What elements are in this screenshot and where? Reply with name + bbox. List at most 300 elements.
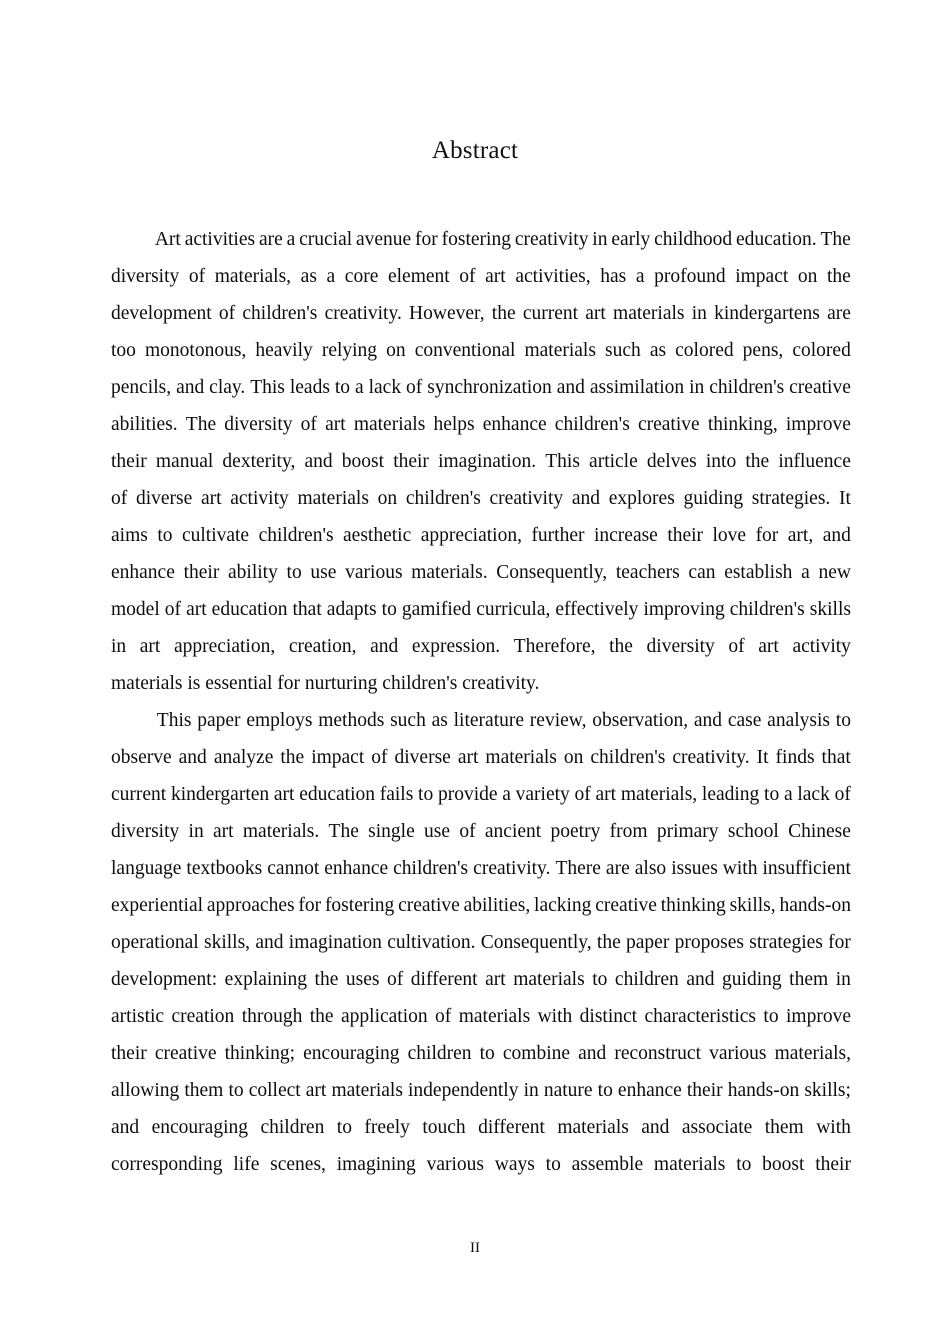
word: diversity	[111, 821, 180, 842]
word: their	[111, 1043, 147, 1064]
word: establish	[724, 562, 793, 583]
text-line	[111, 1035, 851, 1072]
text-line	[111, 369, 851, 406]
word: creativity.	[324, 303, 402, 324]
word: children's	[554, 414, 630, 435]
word: for	[828, 932, 851, 953]
word: corresponding	[111, 1154, 223, 1175]
word: their	[667, 525, 704, 546]
word: materials	[653, 1154, 726, 1175]
word: art	[139, 636, 161, 657]
word: various	[426, 1154, 484, 1175]
word: variety	[515, 784, 570, 805]
word: art	[213, 821, 234, 842]
word: development	[111, 303, 212, 324]
word: materials	[524, 340, 596, 361]
word: has	[600, 266, 627, 287]
word: and	[111, 1117, 140, 1138]
word: application	[341, 1006, 428, 1027]
word: to	[157, 525, 173, 546]
word: life	[233, 1154, 260, 1175]
word: art	[485, 266, 506, 287]
word: dexterity,	[222, 451, 296, 472]
word: combine	[502, 1043, 571, 1064]
word: adapts	[326, 599, 377, 620]
text-line	[111, 258, 851, 295]
word: and	[822, 525, 851, 546]
word: associate	[681, 1117, 753, 1138]
word: different	[478, 1117, 545, 1138]
word: leading	[701, 784, 760, 805]
word: reconstruct	[614, 1043, 702, 1064]
word: This	[156, 710, 192, 731]
word: of	[188, 266, 206, 287]
word: artistic	[111, 1006, 165, 1027]
word: assemble	[571, 1154, 644, 1175]
word: in	[835, 969, 851, 990]
word: impact	[311, 747, 365, 768]
word: touch	[422, 1117, 466, 1138]
word: to	[334, 377, 351, 398]
word: ways	[494, 1154, 535, 1175]
word: diversity	[111, 266, 180, 287]
word: boost	[762, 1154, 805, 1175]
text-line	[111, 221, 851, 258]
word: into	[705, 451, 737, 472]
word: materials.	[242, 821, 320, 842]
word: with	[722, 858, 758, 879]
word: children	[614, 969, 679, 990]
word: with	[816, 1117, 851, 1138]
word: of	[387, 969, 404, 990]
word: textbooks	[186, 858, 263, 879]
word: activity	[792, 636, 851, 657]
word: The	[185, 414, 217, 435]
word: characteristics	[644, 1006, 756, 1027]
text-line	[111, 591, 851, 628]
word: children's	[242, 303, 318, 324]
word: can	[688, 562, 716, 583]
word: pencils,	[111, 377, 172, 398]
word: Consequently,	[480, 932, 592, 953]
word: Therefore,	[513, 636, 596, 657]
word: activities	[184, 229, 256, 250]
word: in	[689, 377, 705, 398]
word: avenue	[355, 229, 412, 250]
word: There	[555, 858, 601, 879]
word: creation	[171, 1006, 235, 1027]
word: to	[835, 710, 851, 731]
word: art	[457, 747, 479, 768]
word: children	[260, 1117, 325, 1138]
word: teachers	[615, 562, 680, 583]
word: and	[641, 1117, 670, 1138]
word: primary	[656, 821, 719, 842]
word: methods	[318, 710, 385, 731]
word: nature	[543, 1080, 593, 1101]
word: various	[345, 562, 403, 583]
word: kindergarten	[170, 784, 270, 805]
word: materials	[353, 414, 426, 435]
word: a	[801, 562, 810, 583]
word: poetry	[550, 821, 601, 842]
text-line	[111, 554, 851, 591]
word: art	[325, 414, 346, 435]
word: to	[418, 784, 434, 805]
paragraph-2	[111, 702, 851, 1183]
word: leads	[289, 377, 330, 398]
word: It	[756, 747, 769, 768]
word: experiential	[111, 895, 204, 916]
word: curricula,	[476, 599, 551, 620]
text-line	[111, 332, 851, 369]
word: cannot	[267, 858, 320, 879]
text-line	[111, 406, 851, 443]
word: improve	[785, 1006, 851, 1027]
word: of	[406, 377, 423, 398]
word: Consequently,	[496, 562, 608, 583]
word: of	[728, 636, 745, 657]
word: childhood	[654, 229, 733, 250]
word: on	[386, 340, 406, 361]
word: that	[292, 599, 322, 620]
word: and	[578, 1043, 607, 1064]
word: guiding	[683, 488, 744, 509]
word: abilities.	[111, 414, 178, 435]
word: thinking;	[224, 1043, 296, 1064]
word: on	[797, 266, 818, 287]
word: article	[589, 451, 638, 472]
text-line	[111, 887, 851, 924]
word: children's	[258, 525, 334, 546]
word: imagining	[336, 1154, 416, 1175]
word: impact	[735, 266, 789, 287]
word: core	[344, 266, 379, 287]
word: art	[305, 1080, 327, 1101]
text-line	[111, 924, 851, 961]
word: lacking	[534, 895, 592, 916]
word: children's	[393, 858, 469, 879]
word: such	[390, 710, 426, 731]
word: school	[727, 821, 779, 842]
word: element	[387, 266, 450, 287]
word: thinking,	[707, 414, 778, 435]
word: diverse	[135, 488, 193, 509]
word: in	[523, 1080, 539, 1101]
word: in	[111, 636, 127, 657]
word: expression.	[411, 636, 501, 657]
text-line	[111, 295, 851, 332]
word: review,	[529, 710, 587, 731]
word: imagination.	[438, 451, 537, 472]
word: their	[393, 451, 429, 472]
word: of	[300, 414, 317, 435]
word: creative	[398, 895, 460, 916]
word: creative	[789, 377, 851, 398]
word: However,	[409, 303, 485, 324]
word: materials	[513, 969, 585, 990]
word: monotonous,	[144, 340, 247, 361]
word: relying	[321, 340, 378, 361]
word: materials	[331, 1080, 403, 1101]
word: fails	[379, 784, 414, 805]
text-line	[111, 739, 851, 776]
text-line	[111, 480, 851, 517]
word: skills,	[204, 932, 251, 953]
word: manual	[155, 451, 214, 472]
word: different	[410, 969, 478, 990]
word: independently	[408, 1080, 519, 1101]
word: from	[609, 821, 648, 842]
word: and	[255, 932, 284, 953]
word: current	[522, 303, 579, 324]
text-line	[111, 443, 851, 480]
word: in	[592, 229, 608, 250]
word: and	[686, 969, 715, 990]
word: the	[314, 969, 339, 990]
word: appreciation,	[420, 525, 522, 546]
word: creativity.	[473, 858, 551, 879]
word: creativity	[489, 488, 564, 509]
word: the	[596, 932, 621, 953]
word: also	[634, 858, 667, 879]
word: conventional	[414, 340, 516, 361]
word: language	[111, 858, 182, 879]
word: art	[758, 636, 779, 657]
word: imagination	[288, 932, 382, 953]
word: as	[431, 710, 448, 731]
word: finds	[775, 747, 815, 768]
word: pens,	[742, 340, 784, 361]
word: art	[595, 784, 617, 805]
word: strategies	[749, 932, 823, 953]
text-line	[111, 961, 851, 998]
word: of	[218, 303, 236, 324]
word: and	[693, 710, 723, 731]
word: creativity	[514, 229, 589, 250]
page-title: Abstract	[431, 136, 519, 164]
word: and	[571, 488, 601, 509]
word: early	[611, 229, 651, 250]
word: to	[545, 1154, 561, 1175]
word: materials.	[411, 562, 488, 583]
word: and	[176, 377, 205, 398]
word: to	[597, 1080, 613, 1101]
word: Art	[154, 229, 181, 250]
word: to	[336, 1117, 352, 1138]
word: issues	[671, 858, 718, 879]
word: the	[827, 266, 851, 287]
word: current	[111, 784, 167, 805]
word: freely	[364, 1117, 410, 1138]
word: the	[280, 747, 305, 768]
word: materials,	[774, 1043, 851, 1064]
word: Chinese	[788, 821, 851, 842]
word: children	[407, 1043, 472, 1064]
word: enhance	[617, 1080, 682, 1101]
word: encouraging	[151, 1117, 248, 1138]
word: creative	[154, 1043, 217, 1064]
word: for	[755, 525, 779, 546]
word: too	[111, 340, 136, 361]
word: gamified	[401, 599, 472, 620]
word: proposes	[674, 932, 744, 953]
word: to	[381, 599, 397, 620]
word: to	[763, 1006, 779, 1027]
word: strategies.	[751, 488, 831, 509]
word: use	[424, 821, 451, 842]
word: The	[328, 821, 359, 842]
word: the	[491, 303, 516, 324]
word: art	[585, 303, 606, 324]
word: lack	[368, 377, 402, 398]
word: synchronization	[427, 377, 552, 398]
word: This	[545, 451, 580, 472]
word: with	[537, 1006, 573, 1027]
text-line: materials is essential for nurturing children's creativity.	[111, 673, 540, 694]
word: creative	[595, 895, 657, 916]
word: delves	[646, 451, 697, 472]
word: boost	[341, 451, 385, 472]
text-line	[111, 776, 851, 813]
word: education.	[735, 229, 817, 250]
word: use	[310, 562, 337, 583]
word: as	[649, 340, 667, 361]
word: explaining	[224, 969, 307, 990]
text-line	[111, 813, 851, 850]
word: explores	[608, 488, 675, 509]
word: improving	[643, 599, 725, 620]
word: them	[764, 1117, 804, 1138]
word: of	[459, 821, 476, 842]
word: children's	[405, 488, 481, 509]
word: to	[764, 784, 780, 805]
word: crucial	[299, 229, 353, 250]
word: materials	[557, 1117, 629, 1138]
word: materials,	[214, 266, 292, 287]
text-line	[111, 628, 851, 665]
word: through	[241, 1006, 303, 1027]
word: scenes,	[270, 1154, 326, 1175]
word: creation,	[288, 636, 357, 657]
word: diverse	[394, 747, 451, 768]
word: literature	[453, 710, 525, 731]
word: of	[574, 784, 591, 805]
word: materials	[613, 303, 685, 324]
word: diversity	[646, 636, 715, 657]
word: and	[556, 377, 585, 398]
word: cultivate	[181, 525, 250, 546]
word: materials,	[620, 784, 698, 805]
word: materials	[297, 488, 369, 509]
word: as	[300, 266, 317, 287]
page-number: II	[470, 1240, 480, 1256]
word: that	[821, 747, 851, 768]
word: improve	[785, 414, 851, 435]
word: observe	[111, 747, 172, 768]
word: insufficient	[762, 858, 851, 879]
word: on	[377, 488, 398, 509]
word: a	[286, 229, 296, 250]
word: to	[592, 969, 608, 990]
word: on	[563, 747, 584, 768]
word: in	[188, 821, 204, 842]
word: of	[371, 747, 388, 768]
word: and	[304, 451, 333, 472]
word: their	[686, 1080, 723, 1101]
word: materials	[458, 1006, 531, 1027]
word: ancient	[484, 821, 542, 842]
word: activities,	[515, 266, 591, 287]
word: employs	[246, 710, 313, 731]
word: art	[485, 969, 506, 990]
word: and	[178, 747, 207, 768]
word: effectively	[555, 599, 639, 620]
text-line	[111, 998, 851, 1035]
word: aims	[111, 525, 148, 546]
text-line	[111, 1146, 851, 1183]
word: distinct	[579, 1006, 638, 1027]
text-line	[111, 1072, 851, 1109]
text-line	[111, 850, 851, 887]
word: hands-on	[727, 1080, 800, 1101]
text-line	[111, 702, 851, 739]
word: of	[834, 784, 851, 805]
word: further	[531, 525, 585, 546]
word: uses	[345, 969, 380, 990]
word: materials	[485, 747, 557, 768]
word: approaches	[206, 895, 295, 916]
word: in	[691, 303, 707, 324]
word: heavily	[255, 340, 313, 361]
word: fostering	[441, 229, 511, 250]
word: case	[727, 710, 762, 731]
word: analysis	[767, 710, 830, 731]
word: love	[712, 525, 747, 546]
word: skills;	[804, 1080, 851, 1101]
word: various	[709, 1043, 767, 1064]
word: creativity.	[672, 747, 750, 768]
word: art	[200, 488, 222, 509]
word: are	[605, 858, 630, 879]
word: education	[211, 599, 288, 620]
word: them	[184, 1080, 224, 1101]
word: encouraging	[303, 1043, 400, 1064]
word: art	[273, 784, 295, 805]
word: a	[502, 784, 511, 805]
word: children's	[729, 599, 805, 620]
word: colored	[792, 340, 851, 361]
word: aesthetic	[343, 525, 412, 546]
text-line	[111, 517, 851, 554]
word: the	[745, 451, 770, 472]
word: observation,	[592, 710, 689, 731]
word: children's	[709, 377, 785, 398]
word: of	[164, 599, 182, 620]
word: children's	[590, 747, 666, 768]
word: model	[111, 599, 160, 620]
word: their	[183, 562, 220, 583]
word: collect	[248, 1080, 301, 1101]
word: colored	[675, 340, 734, 361]
word: hands-on	[779, 895, 851, 916]
word: enhance	[482, 414, 547, 435]
word: abilities,	[463, 895, 531, 916]
word: and	[370, 636, 399, 657]
word: helps	[433, 414, 475, 435]
word: paper	[626, 932, 670, 953]
word: guiding	[722, 969, 782, 990]
